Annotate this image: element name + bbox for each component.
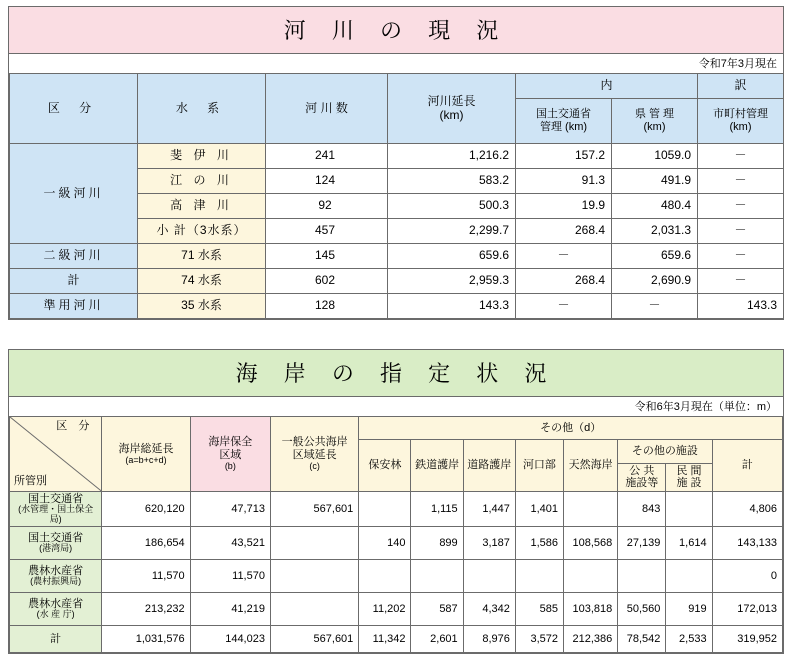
rivers-shi-0: －: [698, 144, 784, 169]
rivers-kokudo-6: －: [516, 294, 612, 319]
rivers-shi-4: －: [698, 244, 784, 269]
rivers-th-count: 河 川 数: [266, 74, 388, 144]
table-row: [10, 294, 784, 319]
rivers-length-4: 659.6: [388, 244, 516, 269]
coasts-ippan-2: [270, 559, 358, 592]
coasts-koukyo-3: 50,560: [618, 592, 666, 625]
rivers-kokudo-1: 91.3: [516, 169, 612, 194]
rivers-th-shichoson-l2: (km): [729, 121, 752, 133]
coasts-doro-3: 4,342: [463, 592, 515, 625]
rivers-th-shichoson-l1: 市町村管理: [713, 108, 769, 121]
coasts-hoanrin-4: 11,342: [359, 625, 411, 652]
coasts-th-total-length-l1: 海岸総延長: [118, 442, 174, 455]
coasts-total-3: 213,232: [102, 592, 190, 625]
rivers-th-kokudo-l1: 国土交通省: [536, 108, 591, 121]
rivers-th-length-unit: (km): [439, 107, 464, 122]
rivers-suikei-0: 斐 伊 川: [138, 144, 266, 169]
rivers-table: [9, 73, 784, 319]
coasts-th-total-length: [102, 417, 190, 492]
rivers-th-kokudo-l2: 管理 (km): [539, 121, 588, 133]
coasts-th-koukyo: [618, 463, 666, 491]
rivers-cat-class2: 二級河川: [10, 244, 138, 269]
rivers-kokudo-3: 268.4: [516, 219, 612, 244]
coasts-kei-0: 4,806: [712, 492, 782, 527]
coasts-tennen-4: 212,386: [564, 625, 618, 652]
coasts-org-2-name: 農林水産省: [28, 564, 84, 577]
coasts-th-hozen-l1: 海岸保全: [208, 436, 253, 449]
rivers-title: 河 川 の 現 況: [9, 7, 783, 54]
rivers-panel: [8, 6, 784, 320]
coasts-tennen-1: 108,568: [564, 526, 618, 559]
coasts-org-0-name: 国土交通省: [28, 493, 84, 505]
coasts-minkan-2: [666, 559, 712, 592]
coasts-org-1: [10, 526, 102, 559]
table-row: [10, 492, 783, 527]
coasts-tetsudo-1: 899: [411, 526, 463, 559]
rivers-ken-1: 491.9: [612, 169, 698, 194]
rivers-suikei-5: 74 水系: [138, 269, 266, 294]
coasts-th-sonota-shisetsu: その他の施設: [618, 440, 712, 464]
coasts-hozen-0: 47,713: [190, 492, 270, 527]
rivers-cat-junyo: 準用河川: [10, 294, 138, 319]
coasts-th-minkan-l2: 施 設: [676, 477, 702, 490]
table-row: [10, 244, 784, 269]
coasts-tetsudo-2: [411, 559, 463, 592]
rivers-ken-0: 1059.0: [612, 144, 698, 169]
coasts-th-tetsudo: 鉄道護岸: [411, 440, 463, 492]
coasts-hozen-4: 144,023: [190, 625, 270, 652]
coasts-table: [9, 416, 783, 653]
rivers-count-2: 92: [266, 194, 388, 219]
rivers-shi-1: －: [698, 169, 784, 194]
coasts-th-shokanbetsu: 所管別: [14, 475, 47, 488]
coasts-total-1: 186,654: [102, 526, 190, 559]
coasts-th-ippan-l2: 区域延長: [292, 448, 337, 461]
coasts-org-total: [10, 625, 102, 652]
coasts-org-0-sub: (水管理・国土保全局): [18, 504, 94, 524]
rivers-count-3: 457: [266, 219, 388, 244]
coasts-koukyo-0: 843: [618, 492, 666, 527]
coasts-ippan-3: [270, 592, 358, 625]
coasts-tetsudo-3: 587: [411, 592, 463, 625]
rivers-suikei-2: 高 津 川: [138, 194, 266, 219]
rivers-th-ken-l2: (km): [643, 121, 666, 133]
coasts-th-total-length-l2: (a=b+c+d): [125, 455, 167, 466]
coasts-total-2: 11,570: [102, 559, 190, 592]
rivers-as-of: 令和7年3月現在: [9, 54, 783, 73]
table-row: [10, 269, 784, 294]
coasts-kei-4: 319,952: [712, 625, 782, 652]
rivers-th-ken: [612, 99, 698, 144]
coasts-minkan-3: 919: [666, 592, 712, 625]
rivers-th-wake: 訳: [698, 74, 784, 99]
coasts-doro-1: 3,187: [463, 526, 515, 559]
coasts-kakou-3: 585: [515, 592, 563, 625]
coasts-kei-3: 172,013: [712, 592, 782, 625]
coasts-tennen-3: 103,818: [564, 592, 618, 625]
coasts-minkan-0: [666, 492, 712, 527]
rivers-th-uchi: 内: [516, 74, 698, 99]
coasts-org-total-name: 計: [50, 632, 62, 645]
coasts-minkan-1: 1,614: [666, 526, 712, 559]
coasts-kakou-1: 1,586: [515, 526, 563, 559]
coasts-th-kubun: 区 分: [56, 420, 94, 432]
coasts-title: 海 岸 の 指 定 状 況: [9, 350, 783, 397]
rivers-length-1: 583.2: [388, 169, 516, 194]
coasts-doro-4: 8,976: [463, 625, 515, 652]
coasts-tetsudo-0: 1,115: [411, 492, 463, 527]
coasts-org-2: [10, 559, 102, 592]
rivers-th-length-label: 河川延長: [427, 93, 476, 108]
coasts-org-2-sub: (農村振興局): [30, 575, 82, 586]
coasts-org-3-name: 農林水産省: [28, 597, 84, 610]
coasts-hozen-1: 43,521: [190, 526, 270, 559]
coasts-panel: [8, 349, 784, 654]
rivers-ken-6: －: [612, 294, 698, 319]
coasts-th-ippan-l3: (c): [309, 461, 320, 472]
coasts-hoanrin-0: [359, 492, 411, 527]
rivers-suikei-4: 71 水系: [138, 244, 266, 269]
coasts-th-hoanrin: 保安林: [359, 440, 411, 492]
coasts-hozen-2: 11,570: [190, 559, 270, 592]
coasts-ippan-0: 567,601: [270, 492, 358, 527]
rivers-length-2: 500.3: [388, 194, 516, 219]
coasts-org-1-name: 国土交通省: [28, 531, 84, 544]
coasts-doro-2: [463, 559, 515, 592]
coasts-corner-header: [10, 417, 102, 492]
rivers-length-3: 2,299.7: [388, 219, 516, 244]
rivers-header-row-1: [10, 74, 784, 99]
rivers-suikei-1: 江 の 川: [138, 169, 266, 194]
table-row: [10, 592, 783, 625]
rivers-count-6: 128: [266, 294, 388, 319]
coasts-koukyo-4: 78,542: [618, 625, 666, 652]
coasts-hoanrin-3: 11,202: [359, 592, 411, 625]
coasts-kei-2: 0: [712, 559, 782, 592]
table-row: [10, 625, 783, 652]
rivers-length-0: 1,216.2: [388, 144, 516, 169]
coasts-th-ippan-l1: 一般公共海岸: [281, 436, 348, 449]
rivers-th-ken-l1: 県 管 理: [634, 108, 675, 121]
coasts-hozen-3: 41,219: [190, 592, 270, 625]
rivers-th-suikei: 水 系: [138, 74, 266, 144]
rivers-cat-class1: 一級河川: [10, 144, 138, 244]
rivers-th-kokudo: [516, 99, 612, 144]
coasts-koukyo-2: [618, 559, 666, 592]
coasts-doro-0: 1,447: [463, 492, 515, 527]
coasts-th-kei: 計: [712, 440, 782, 492]
table-row: [10, 526, 783, 559]
coasts-koukyo-1: 27,139: [618, 526, 666, 559]
rivers-suikei-6: 35 水系: [138, 294, 266, 319]
coasts-tennen-0: [564, 492, 618, 527]
coasts-th-minkan: [666, 463, 712, 491]
rivers-count-0: 241: [266, 144, 388, 169]
coasts-hoanrin-2: [359, 559, 411, 592]
rivers-shi-2: －: [698, 194, 784, 219]
coasts-org-3-sub: (水 産 庁): [36, 608, 75, 619]
rivers-kokudo-2: 19.9: [516, 194, 612, 219]
rivers-ken-3: 2,031.3: [612, 219, 698, 244]
rivers-suikei-3: 小 計（3水系）: [138, 219, 266, 244]
coasts-th-tennen: 天然海岸: [564, 440, 618, 492]
rivers-th-length: [388, 74, 516, 144]
coasts-header-row-1: [10, 417, 783, 440]
coasts-th-ippan: [270, 417, 358, 492]
coasts-total-4: 1,031,576: [102, 625, 190, 652]
rivers-kokudo-0: 157.2: [516, 144, 612, 169]
coasts-th-koukyo-l2: 施設等: [625, 477, 659, 490]
rivers-shi-6: 143.3: [698, 294, 784, 319]
rivers-count-4: 145: [266, 244, 388, 269]
coasts-tennen-2: [564, 559, 618, 592]
rivers-ken-2: 480.4: [612, 194, 698, 219]
coasts-org-3: [10, 592, 102, 625]
rivers-count-5: 602: [266, 269, 388, 294]
rivers-ken-4: 659.6: [612, 244, 698, 269]
rivers-length-6: 143.3: [388, 294, 516, 319]
coasts-tetsudo-4: 2,601: [411, 625, 463, 652]
coasts-minkan-4: 2,533: [666, 625, 712, 652]
table-row: [10, 559, 783, 592]
coasts-th-hozen-l2: 区域: [219, 448, 242, 461]
coasts-th-minkan-l1: 民 間: [676, 464, 702, 477]
coasts-org-1-sub: (港湾局): [39, 542, 73, 553]
coasts-th-hozen: [190, 417, 270, 492]
rivers-length-5: 2,959.3: [388, 269, 516, 294]
rivers-shi-3: －: [698, 219, 784, 244]
coasts-hoanrin-1: 140: [359, 526, 411, 559]
coasts-th-koukyo-l1: 公 共: [629, 464, 655, 477]
rivers-shi-5: －: [698, 269, 784, 294]
coasts-total-0: 620,120: [102, 492, 190, 527]
coasts-ippan-4: 567,601: [270, 625, 358, 652]
rivers-cat-total: 計: [10, 269, 138, 294]
coasts-th-doro: 道路護岸: [463, 440, 515, 492]
rivers-kokudo-5: 268.4: [516, 269, 612, 294]
coasts-kakou-2: [515, 559, 563, 592]
rivers-ken-5: 2,690.9: [612, 269, 698, 294]
coasts-org-0: [10, 492, 102, 527]
rivers-kokudo-4: －: [516, 244, 612, 269]
rivers-th-shichoson: [698, 99, 784, 144]
rivers-th-kubun: 区 分: [10, 74, 138, 144]
coasts-th-kakoubu: 河口部: [515, 440, 563, 492]
coasts-kakou-0: 1,401: [515, 492, 563, 527]
coasts-th-hozen-l3: (b): [224, 461, 236, 472]
coasts-th-sonota: その他（d）: [359, 417, 783, 440]
table-row: [10, 144, 784, 169]
coasts-as-of: 令和6年3月現在（単位：m）: [9, 397, 783, 416]
coasts-ippan-1: [270, 526, 358, 559]
rivers-count-1: 124: [266, 169, 388, 194]
coasts-kakou-4: 3,572: [515, 625, 563, 652]
coasts-kei-1: 143,133: [712, 526, 782, 559]
